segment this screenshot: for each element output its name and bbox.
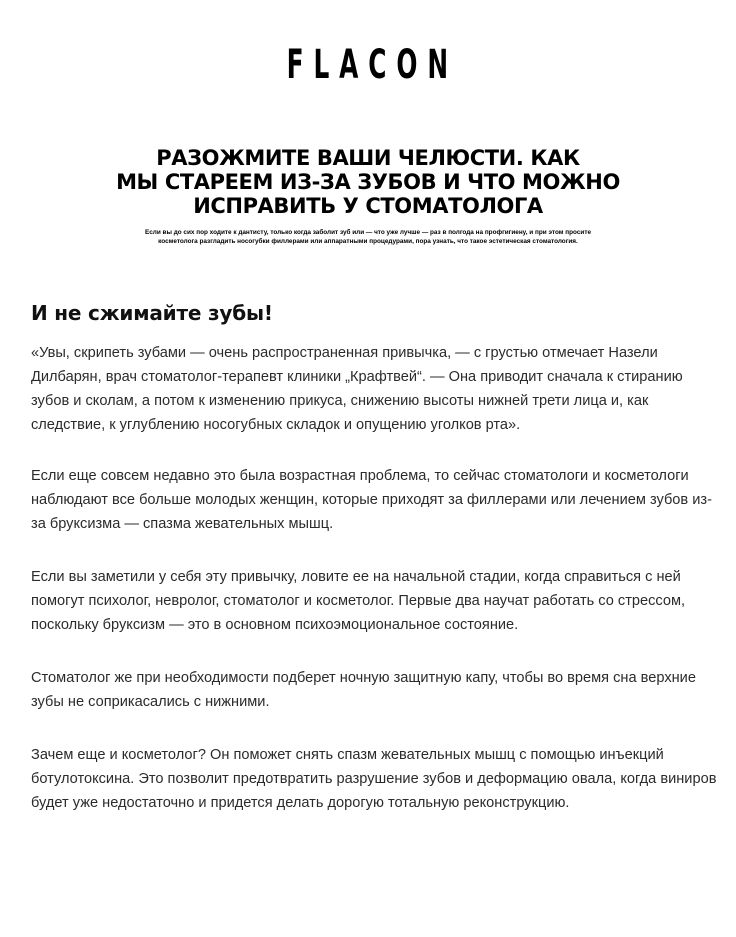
article-paragraph: «Увы, скрипеть зубами — очень распространенная привычка, — с грустью отмечает Назели Дилбарян, врач стоматолог-терапевт клиники „Крафтвей“. — Она приводит сначала к стиранию зубов и сколам, а потом к изменению прикуса, снижению высоты нижней трети лица и, как следствие, к углублению носогубных складок и опущению уголков рта». — [31, 345, 683, 433]
lead-line: Если вы до сих пор ходите к дантисту, только когда заболит зуб или — что уже лучше — раз в полгода на профгигиену, и при этом просите — [144, 229, 592, 236]
article-paragraph: Если вы заметили у себя эту привычку, ловите ее на начальной стадии, когда справиться с ней помогут психолог, невролог, стоматолог и косметолог. Первые два научат работать со стрессом, поскольку бруксизм — это в основном психоэмоциональное состояние. — [31, 569, 686, 633]
headline-line: МЫ СТАРЕЕМ ИЗ-ЗА ЗУБОВ И ЧТО МОЖНО — [116, 170, 620, 194]
headline-line: РАЗОЖМИТЕ ВАШИ ЧЕЛЮСТИ. КАК — [156, 146, 580, 170]
article-paragraph: Стоматолог же при необходимости подберет ночную защитную капу, чтобы во время сна верхние зубы не соприкасались с нижними. — [31, 670, 696, 710]
article-paragraph: Если еще совсем недавно это была возрастная проблема, то сейчас стоматологи и косметологи наблюдают все больше молодых женщин, которые приходят за филлерами или лечением зубов из-за бруксизма — спазма жевательных мышц. — [31, 468, 712, 532]
article-paragraph: Зачем еще и косметолог? Он поможет снять спазм жевательных мышц с помощью инъекций ботулотоксина. Это позволит предотвратить разрушение зубов и деформацию овала, когда виниров будет уже недостаточно и придется делать дорогую тотальную реконструкцию. — [31, 747, 717, 811]
section-title: И не сжимайте зубы! — [31, 301, 273, 325]
article-headline — [20, 146, 716, 218]
article-lead — [80, 228, 656, 246]
lead-line: косметолога разгладить носогубки филлерами или аппаратными процедурами, пора узнать, что такое эстетическая стоматология. — [158, 238, 578, 245]
headline-line: ИСПРАВИТЬ У СТОМАТОЛОГА — [193, 194, 543, 218]
site-logo[interactable]: FLACON — [286, 42, 459, 88]
